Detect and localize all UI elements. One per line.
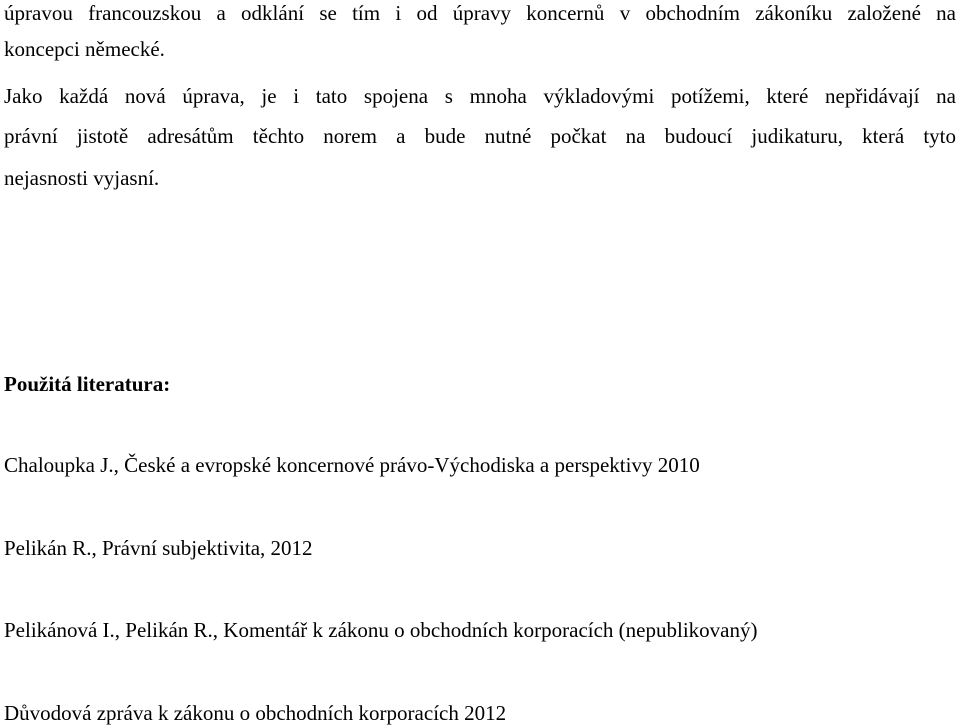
bibliography-entry: Pelikánová I., Pelikán R., Komentář k zákonu o obchodních korporacích (nepublikovaný) <box>4 618 758 642</box>
paragraph-line-1: Jako každá nová úprava, je i tato spojena s mnoha výkladovými potížemi, které nepřidávají na <box>4 84 956 108</box>
bibliography-heading: Použitá literatura: <box>4 372 171 396</box>
bibliography-entry: Důvodová zpráva k zákonu o obchodních korporacích 2012 <box>4 701 507 725</box>
paragraph-line-2: právní jistotě adresátům těchto norem a bude nutné počkat na budoucí judikaturu, která tyto <box>4 124 956 148</box>
paragraph-line-3: nejasnosti vyjasní. <box>4 166 160 190</box>
bibliography-entry: Chaloupka J., České a evropské koncernové právo-Východiska a perspektivy 2010 <box>4 453 700 477</box>
bibliography-entry: Pelikán R., Právní subjektivita, 2012 <box>4 536 313 560</box>
paragraph-continuation-line-1: úpravou francouzskou a odklání se tím i od úpravy koncernů v obchodním zákoníku založené na <box>4 1 956 25</box>
paragraph-continuation-line-2: koncepci německé. <box>4 37 165 61</box>
